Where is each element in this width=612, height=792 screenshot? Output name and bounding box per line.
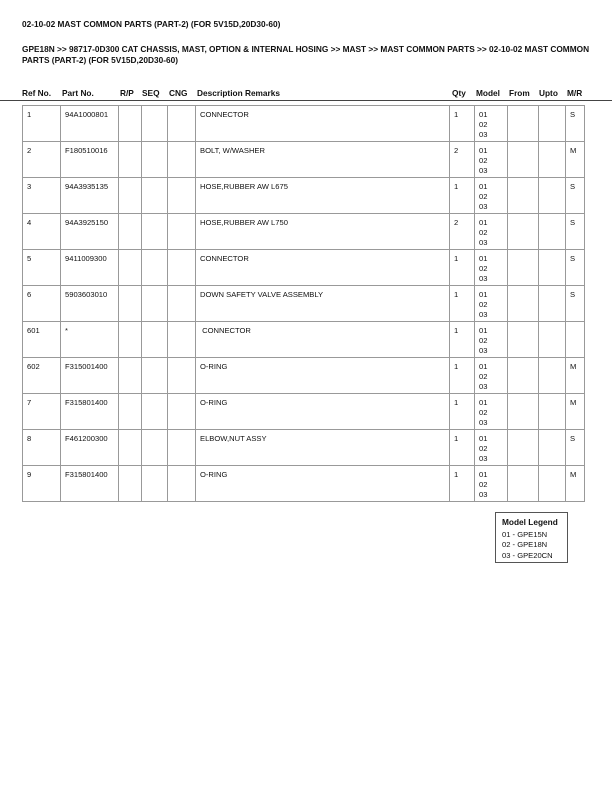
model-code: 03: [479, 346, 488, 355]
cell-description: ELBOW,NUT ASSY: [196, 430, 450, 466]
cell-rp: [119, 358, 142, 394]
cell-model: [475, 214, 508, 250]
cell-seq: [142, 214, 168, 250]
cell-seq: [142, 322, 168, 358]
table-row: [23, 466, 585, 502]
cell-qty: 1: [450, 286, 475, 322]
cell-from: [508, 142, 539, 178]
cell-mr: S: [566, 286, 585, 322]
cell-part-no: F180510016: [61, 142, 119, 178]
cell-seq: [142, 430, 168, 466]
model-code: 03: [479, 454, 488, 463]
cell-cng: [168, 286, 196, 322]
model-code: 02: [479, 372, 488, 381]
cell-upto: [539, 178, 566, 214]
cell-description: HOSE,RUBBER AW L750: [196, 214, 450, 250]
cell-cng: [168, 106, 196, 142]
model-code: 02: [479, 228, 488, 237]
cell-model: [475, 358, 508, 394]
cell-mr: M: [566, 466, 585, 502]
model-code: 01: [479, 398, 488, 407]
model-code: 01: [479, 254, 488, 263]
model-code: 02: [479, 300, 488, 309]
cell-ref-no: 602: [23, 358, 61, 394]
cell-qty: 1: [450, 394, 475, 430]
cell-mr: S: [566, 106, 585, 142]
cell-model: [475, 322, 508, 358]
header-qty: Qty: [452, 88, 466, 98]
cell-upto: [539, 322, 566, 358]
cell-ref-no: 2: [23, 142, 61, 178]
page-title: 02-10-02 MAST COMMON PARTS (PART-2) (FOR 5V15D,20D30-60): [22, 19, 281, 29]
cell-rp: [119, 250, 142, 286]
model-code: 02: [479, 156, 488, 165]
cell-cng: [168, 142, 196, 178]
cell-ref-no: 1: [23, 106, 61, 142]
model-code: 02: [479, 192, 488, 201]
cell-qty: 1: [450, 430, 475, 466]
cell-upto: [539, 394, 566, 430]
cell-mr: S: [566, 178, 585, 214]
header-mr: M/R: [567, 88, 583, 98]
model-code: 03: [479, 490, 488, 499]
cell-qty: 1: [450, 358, 475, 394]
breadcrumb: GPE18N >> 98717-0D300 CAT CHASSIS, MAST, OPTION & INTERNAL HOSING >> MAST >> MAST COMMON PARTS >> 02-10-02 MAST COMMON PARTS (PART-2) (FOR 5V15D,20D30-60): [22, 44, 590, 65]
table-row: [23, 394, 585, 430]
cell-qty: 1: [450, 322, 475, 358]
cell-from: [508, 214, 539, 250]
cell-mr: S: [566, 430, 585, 466]
model-code: 03: [479, 166, 488, 175]
table-row: [23, 142, 585, 178]
cell-model: [475, 286, 508, 322]
cell-mr: S: [566, 250, 585, 286]
cell-seq: [142, 142, 168, 178]
table-row: [23, 250, 585, 286]
cell-rp: [119, 178, 142, 214]
cell-description: HOSE,RUBBER AW L675: [196, 178, 450, 214]
header-divider: [0, 100, 612, 101]
cell-qty: 1: [450, 250, 475, 286]
cell-seq: [142, 394, 168, 430]
cell-description: BOLT, W/WASHER: [196, 142, 450, 178]
header-rp: R/P: [120, 88, 134, 98]
cell-ref-no: 5: [23, 250, 61, 286]
cell-from: [508, 394, 539, 430]
cell-mr: M: [566, 394, 585, 430]
table-row: [23, 178, 585, 214]
cell-model: [475, 394, 508, 430]
table-row: [23, 214, 585, 250]
header-ref: Ref No.: [22, 88, 52, 98]
model-code: 03: [479, 418, 488, 427]
cell-seq: [142, 286, 168, 322]
cell-upto: [539, 286, 566, 322]
model-code: 03: [479, 238, 488, 247]
cell-description: O-RING: [196, 394, 450, 430]
cell-description: O-RING: [196, 358, 450, 394]
model-code: 02: [479, 336, 488, 345]
model-code: 03: [479, 274, 488, 283]
cell-from: [508, 250, 539, 286]
cell-part-no: 94A3935135: [61, 178, 119, 214]
cell-from: [508, 322, 539, 358]
model-code: 01: [479, 110, 488, 119]
cell-qty: 1: [450, 466, 475, 502]
cell-ref-no: 8: [23, 430, 61, 466]
model-legend: [495, 512, 568, 563]
cell-rp: [119, 286, 142, 322]
cell-part-no: F315801400: [61, 466, 119, 502]
cell-description: CONNECTOR: [196, 250, 450, 286]
cell-cng: [168, 466, 196, 502]
cell-cng: [168, 430, 196, 466]
cell-model: [475, 178, 508, 214]
cell-cng: [168, 178, 196, 214]
cell-from: [508, 358, 539, 394]
cell-rp: [119, 466, 142, 502]
model-code: 03: [479, 202, 488, 211]
cell-mr: M: [566, 358, 585, 394]
model-code: 02: [479, 480, 488, 489]
header-cng: CNG: [169, 88, 188, 98]
cell-from: [508, 106, 539, 142]
legend-title: Model Legend: [502, 517, 558, 527]
cell-seq: [142, 178, 168, 214]
cell-cng: [168, 358, 196, 394]
cell-cng: [168, 394, 196, 430]
cell-upto: [539, 142, 566, 178]
cell-rp: [119, 430, 142, 466]
model-code: 01: [479, 326, 488, 335]
header-from: From: [509, 88, 530, 98]
table-row: [23, 430, 585, 466]
cell-rp: [119, 142, 142, 178]
cell-ref-no: 3: [23, 178, 61, 214]
cell-upto: [539, 430, 566, 466]
cell-seq: [142, 250, 168, 286]
cell-description: O-RING: [196, 466, 450, 502]
cell-rp: [119, 322, 142, 358]
cell-rp: [119, 214, 142, 250]
cell-part-no: 9411009300: [61, 250, 119, 286]
cell-description: CONNECTOR: [196, 322, 450, 358]
model-code: 03: [479, 130, 488, 139]
cell-qty: 2: [450, 142, 475, 178]
model-code: 02: [479, 120, 488, 129]
cell-description: DOWN SAFETY VALVE ASSEMBLY: [196, 286, 450, 322]
cell-cng: [168, 322, 196, 358]
cell-part-no: F315001400: [61, 358, 119, 394]
model-code: 01: [479, 290, 488, 299]
model-code: 02: [479, 264, 488, 273]
cell-qty: 1: [450, 178, 475, 214]
cell-seq: [142, 106, 168, 142]
cell-from: [508, 286, 539, 322]
cell-from: [508, 466, 539, 502]
table-row: [23, 286, 585, 322]
cell-part-no: 5903603010: [61, 286, 119, 322]
legend-item: 02 - GPE18N: [502, 540, 548, 549]
cell-part-no: 94A1000801: [61, 106, 119, 142]
model-code: 03: [479, 382, 488, 391]
header-model: Model: [476, 88, 500, 98]
legend-item: 01 - GPE15N: [502, 529, 548, 539]
cell-from: [508, 430, 539, 466]
cell-mr: [566, 322, 585, 358]
table-row: [23, 106, 585, 142]
cell-upto: [539, 250, 566, 286]
model-code: 01: [479, 470, 488, 479]
model-code: 03: [479, 310, 488, 319]
cell-model: [475, 466, 508, 502]
table-row: [23, 322, 585, 358]
cell-model: [475, 142, 508, 178]
cell-ref-no: 4: [23, 214, 61, 250]
model-code: 02: [479, 444, 488, 453]
cell-model: [475, 430, 508, 466]
cell-part-no: F315801400: [61, 394, 119, 430]
cell-ref-no: 9: [23, 466, 61, 502]
cell-mr: S: [566, 214, 585, 250]
cell-part-no: *: [61, 322, 119, 358]
cell-upto: [539, 214, 566, 250]
model-code: 01: [479, 146, 488, 155]
model-code: 01: [479, 362, 488, 371]
model-code: 01: [479, 434, 488, 443]
cell-part-no: F461200300: [61, 430, 119, 466]
cell-ref-no: 601: [23, 322, 61, 358]
header-part: Part No.: [62, 88, 94, 98]
cell-description: CONNECTOR: [196, 106, 450, 142]
cell-upto: [539, 106, 566, 142]
cell-seq: [142, 466, 168, 502]
model-code: 01: [479, 218, 488, 227]
cell-from: [508, 178, 539, 214]
cell-qty: 1: [450, 106, 475, 142]
parts-table: [22, 105, 585, 502]
header-seq: SEQ: [142, 88, 160, 98]
cell-part-no: 94A3925150: [61, 214, 119, 250]
cell-rp: [119, 394, 142, 430]
cell-upto: [539, 358, 566, 394]
table-row: [23, 358, 585, 394]
header-desc: Description Remarks: [197, 88, 281, 98]
cell-qty: 2: [450, 214, 475, 250]
cell-model: [475, 106, 508, 142]
cell-cng: [168, 250, 196, 286]
model-code: 02: [479, 408, 488, 417]
cell-upto: [539, 466, 566, 502]
cell-ref-no: 6: [23, 286, 61, 322]
cell-mr: M: [566, 142, 585, 178]
cell-cng: [168, 214, 196, 250]
cell-model: [475, 250, 508, 286]
cell-rp: [119, 106, 142, 142]
legend-item: 03 - GPE20CN: [502, 550, 553, 560]
cell-ref-no: 7: [23, 394, 61, 430]
model-code: 01: [479, 182, 488, 191]
header-upto: Upto: [539, 88, 558, 98]
cell-seq: [142, 358, 168, 394]
